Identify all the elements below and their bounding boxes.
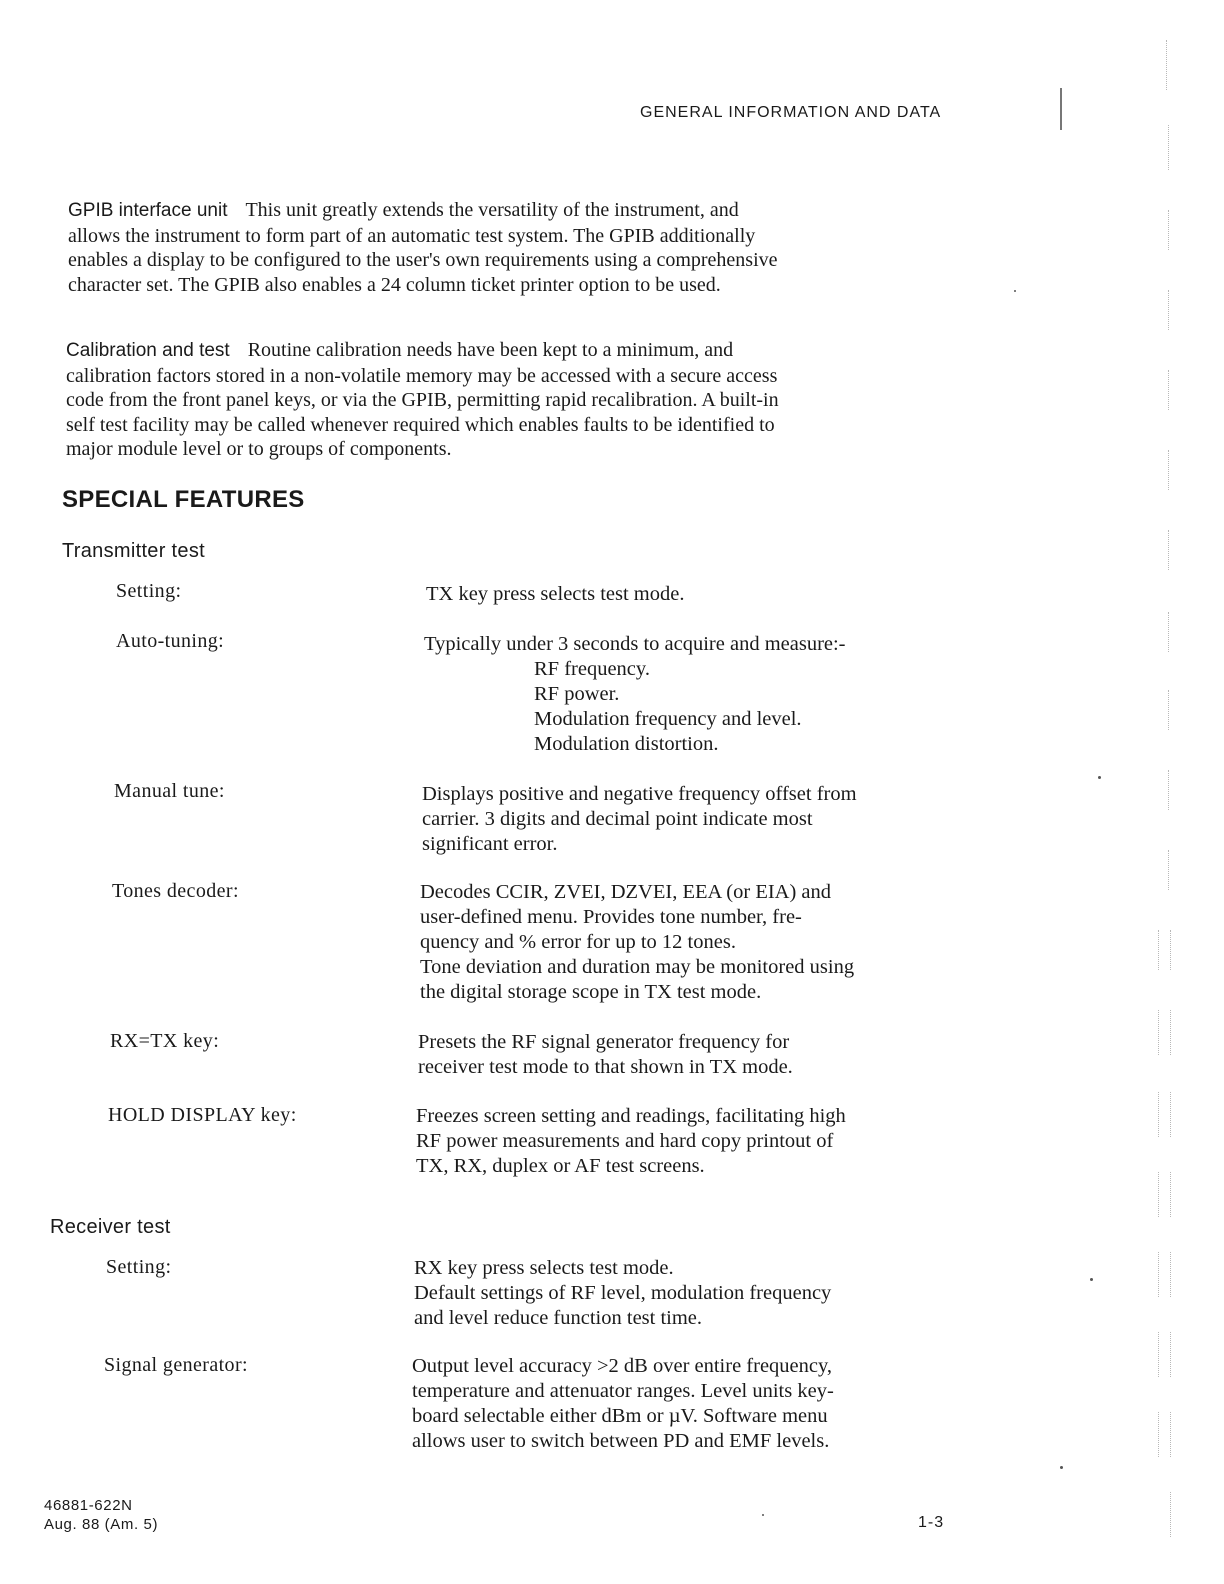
calibration-lead: Calibration and test — [66, 340, 230, 361]
scan-mark — [1170, 1092, 1171, 1137]
transmitter-test-heading: Transmitter test — [62, 540, 205, 562]
footer-doc-info — [44, 1496, 158, 1534]
hold-display-label: HOLD DISPLAY key: — [108, 1104, 297, 1126]
calibration-line: calibration factors stored in a non-volatile memory may be accessed with a secure access — [66, 364, 778, 387]
scan-mark — [1158, 1252, 1159, 1297]
scan-mark — [1170, 1010, 1171, 1055]
scan-mark — [1168, 770, 1169, 810]
scan-mark — [1168, 125, 1169, 170]
tones-decoder-desc: Decodes CCIR, ZVEI, DZVEI, EEA (or EIA) and user-defined menu. Provides tone number, fre- quency and % error for up to 12 tones. Tone deviation and duration may be monitored using the digital storage scope in TX test mode. — [420, 881, 855, 1003]
gpib-line: allows the instrument to form part of an automatic test system. The GPIB additionally — [68, 224, 756, 247]
gpib-paragraph — [68, 198, 978, 297]
hold-display-desc: Freezes screen setting and readings, facilitating high RF power measurements and hard copy printout of TX, RX, duplex or AF test screens. — [416, 1105, 846, 1177]
gpib-line: enables a display to be configured to the user's own requirements using a comprehensive — [68, 249, 778, 271]
calibration-line: Routine calibration needs have been kept to a minimum, and — [247, 339, 734, 361]
page-number: 1-3 — [918, 1514, 945, 1531]
scan-mark — [1168, 450, 1169, 490]
rx-tx-key-desc: Presets the RF signal generator frequency for receiver test mode to that shown in TX mode. — [418, 1031, 793, 1078]
scan-mark — [1158, 1010, 1159, 1055]
rx-setting-desc: RX key press selects test mode. Default settings of RF level, modulation frequency and level reduce function test time. — [414, 1257, 832, 1329]
scan-mark — [1170, 1252, 1171, 1297]
calibration-line: major module level or to groups of components. — [66, 438, 452, 460]
scan-mark — [1166, 40, 1167, 90]
calibration-paragraph — [66, 338, 976, 462]
rx-setting-label: Setting: — [106, 1256, 172, 1278]
tx-setting-desc: TX key press selects test mode. — [426, 583, 685, 605]
autotuning-label: Auto-tuning: — [116, 630, 225, 652]
special-features-heading: SPECIAL FEATURES — [62, 486, 305, 513]
gpib-lead: GPIB interface unit — [68, 200, 228, 221]
scan-mark — [1158, 1172, 1159, 1217]
scan-speck — [1098, 776, 1101, 779]
scan-mark — [1158, 1092, 1159, 1137]
manual-tune-desc: Displays positive and negative frequency offset from carrier. 3 digits and decimal point indicate most significant error. — [422, 783, 857, 855]
scan-mark — [1170, 1412, 1171, 1457]
scan-mark — [1170, 930, 1171, 970]
autotuning-item: Modulation distortion. — [534, 733, 719, 755]
scan-mark — [1168, 612, 1169, 652]
header-rule — [1060, 88, 1062, 130]
scan-mark — [1158, 1412, 1159, 1457]
scan-mark — [1170, 1492, 1171, 1537]
scan-speck — [1090, 1278, 1093, 1281]
scan-speck — [1014, 290, 1016, 292]
scan-mark — [1170, 1172, 1171, 1217]
scan-mark — [1168, 370, 1169, 410]
scan-speck — [1060, 1466, 1063, 1469]
scan-mark — [1168, 690, 1169, 730]
signal-generator-label: Signal generator: — [104, 1354, 248, 1376]
gpib-line: character set. The GPIB also enables a 24 column ticket printer option to be used. — [68, 273, 721, 296]
doc-number: 46881-622N — [44, 1497, 133, 1514]
tones-decoder-label: Tones decoder: — [112, 880, 239, 902]
receiver-test-heading: Receiver test — [50, 1216, 171, 1238]
scan-mark — [1168, 850, 1169, 890]
scan-mark — [1168, 530, 1169, 570]
calibration-line: self test facility may be called whenever required which enables faults to be identified to — [66, 413, 775, 436]
scan-mark — [1170, 1332, 1171, 1377]
gpib-line: This unit greatly extends the versatility of the instrument, and — [245, 199, 739, 221]
scan-mark — [1168, 210, 1169, 250]
scan-speck — [762, 1514, 764, 1516]
tx-setting-label: Setting: — [116, 580, 182, 602]
scan-mark — [1168, 290, 1169, 330]
scan-mark — [1158, 1332, 1159, 1377]
rx-tx-key-label: RX=TX key: — [110, 1030, 220, 1052]
autotuning-desc — [424, 632, 846, 757]
running-header: GENERAL INFORMATION AND DATA — [640, 104, 942, 121]
doc-date: Aug. 88 (Am. 5) — [44, 1516, 159, 1533]
manual-tune-label: Manual tune: — [114, 780, 225, 802]
autotuning-item: RF power. — [534, 683, 620, 705]
calibration-line: code from the front panel keys, or via the GPIB, permitting rapid recalibration. A built-in — [66, 389, 779, 411]
autotuning-item: RF frequency. — [534, 658, 650, 680]
autotuning-item: Modulation frequency and level. — [534, 708, 802, 730]
signal-generator-desc: Output level accuracy >2 dB over entire frequency, temperature and attenuator ranges. Level units key- board selectable either dBm or µV. Software menu allows user to switch between PD and EMF levels. — [412, 1355, 834, 1452]
autotuning-intro: Typically under 3 seconds to acquire and measure:- — [424, 633, 846, 655]
scan-mark — [1158, 930, 1159, 970]
